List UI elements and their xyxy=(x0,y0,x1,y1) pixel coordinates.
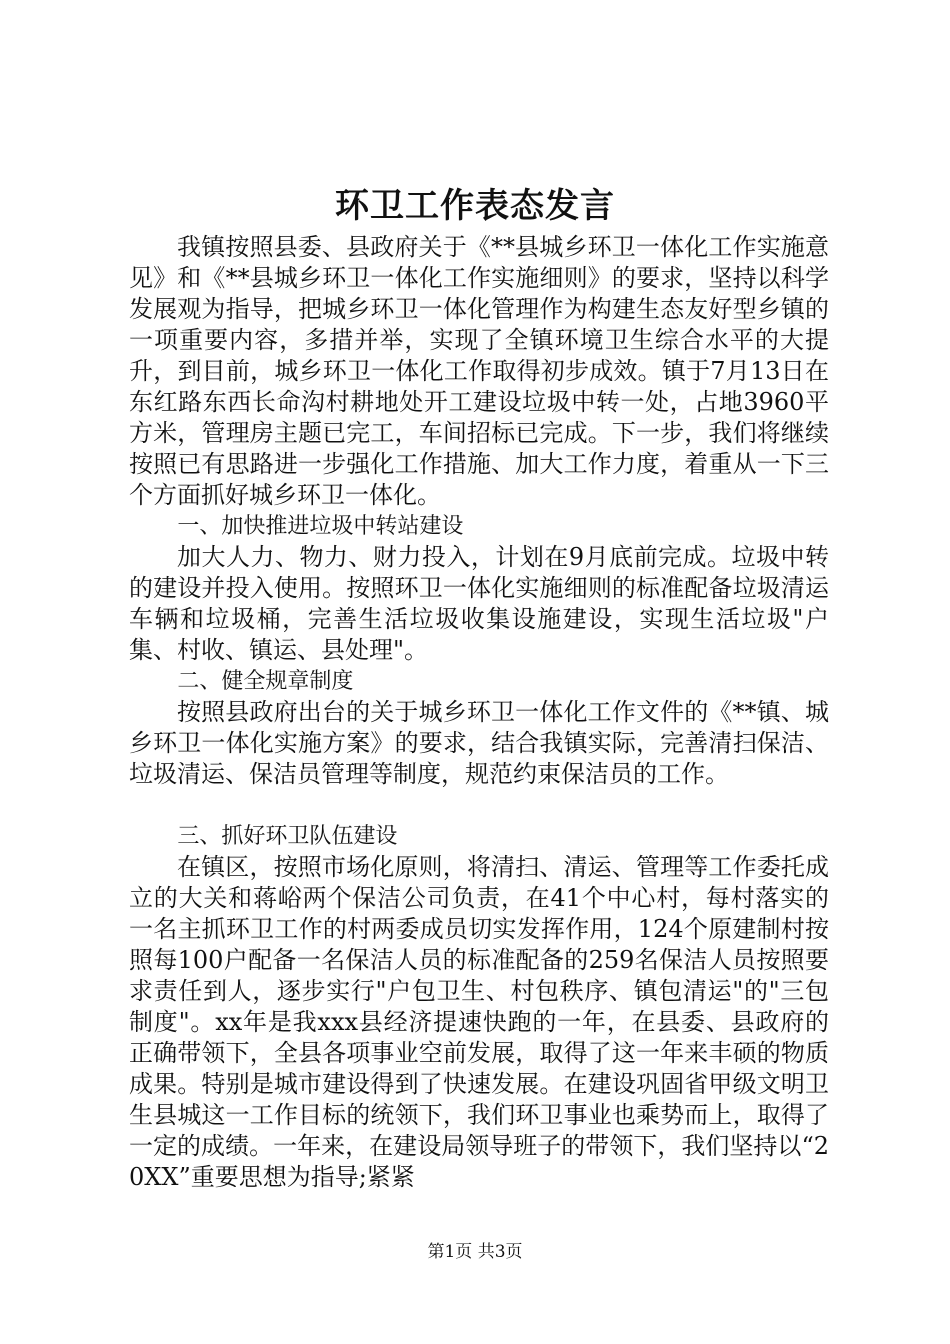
section-3-paragraph: 在镇区，按照市场化原则，将清扫、清运、管理等工作委托成立的大关和蒋峪两个保洁公司负责，在41个中心村，每村落实的一名主抓环卫工作的村两委成员切实发挥作用，124个原建制村按照每100户配备一名保洁人员的标准配备的259名保洁人员按照要求责任到人，逐步实行"户包卫生、村包秩序、镇包清运"的"三包制度"。xx年是我xxx县经济提速快跑的一年，在县委、县政府的正确带领下，全县各项事业空前发展，取得了这一年来丰硕的物质成果。特别是城市建设得到了快速发展。在建设巩固省甲级文明卫生县城这一工作目标的统领下，我们环卫事业也乘势而上，取得了一定的成绩。一年来，在建设局领导班子的带领下，我们坚持以“20XX”重要思想为指导;紧紧 xyxy=(129,853,829,1191)
page-number-footer: 第1页 共3页 xyxy=(427,1242,523,1262)
section-heading-1: 一、加快推进垃圾中转站建设 xyxy=(177,514,464,539)
section-heading-3: 三、抓好环卫队伍建设 xyxy=(177,824,398,849)
section-2-paragraph: 按照县政府出台的关于城乡环卫一体化工作文件的《**镇、城乡环卫一体化实施方案》的要求，结合我镇实际，完善清扫保洁、垃圾清运、保洁员管理等制度，规范约束保洁员的工作。 xyxy=(129,698,829,788)
section-1-paragraph: 加大人力、物力、财力投入，计划在9月底前完成。垃圾中转的建设并投入使用。按照环卫一体化实施细则的标准配备垃圾清运车辆和垃圾桶，完善生活垃圾收集设施建设，实现生活垃圾"户集、村收、镇运、县处理"。 xyxy=(129,543,829,664)
document-body xyxy=(129,232,829,1193)
paragraph-spacer xyxy=(129,790,829,821)
intro-paragraph: 我镇按照县委、县政府关于《**县城乡环卫一体化工作实施意见》和《**县城乡环卫一体化工作实施细则》的要求，坚持以科学发展观为指导，把城乡环卫一体化管理作为构建生态友好型乡镇的一项重要内容，多措并举，实现了全镇环境卫生综合水平的大提升，到目前，城乡环卫一体化工作取得初步成效。镇于7月13日在东红路东西长命沟村耕地处开工建设垃圾中转一处，占地3960平方米，管理房主题已完工，车间招标已完成。下一步，我们将继续按照已有思路进一步强化工作措施、加大工作力度，着重从一下三个方面抓好城乡环卫一体化。 xyxy=(129,233,829,509)
document-title: 环卫工作表态发言 xyxy=(335,186,615,226)
section-heading-2: 二、健全规章制度 xyxy=(177,669,354,694)
